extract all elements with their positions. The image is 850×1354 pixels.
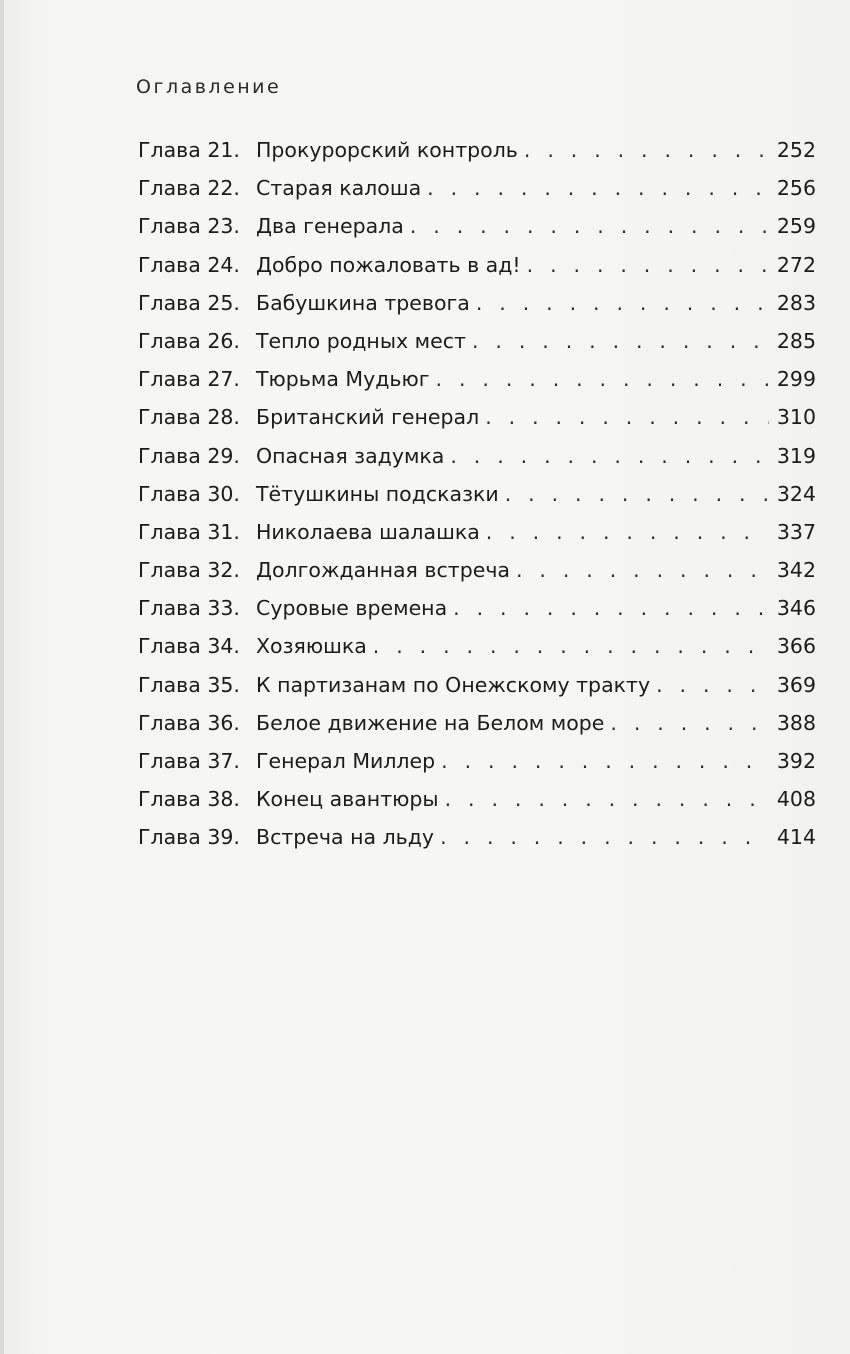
dot-leader: [524, 138, 769, 162]
page-number: 408: [776, 787, 816, 812]
toc-entry: [138, 558, 816, 596]
page-title: Оглавление: [136, 76, 282, 98]
chapter-title: Тюрьма Мудьюг: [256, 367, 430, 392]
chapter-title: Два генерала: [256, 214, 404, 239]
page-number: 285: [776, 328, 816, 353]
chapter-title: Прокурорский контроль: [256, 138, 518, 162]
chapter-title: Николаева шалашка: [256, 519, 480, 544]
page-number: 252: [776, 138, 816, 162]
chapter-number: Глава 30.: [138, 481, 240, 506]
chapter-number: Глава 32.: [138, 558, 240, 583]
chapter-title: Генерал Миллер: [256, 749, 436, 773]
page-number: 388: [776, 710, 816, 735]
page-number: 272: [776, 252, 816, 277]
toc-entry: [138, 138, 816, 176]
chapter-number: Глава 33.: [138, 596, 240, 621]
dot-leader: [441, 749, 769, 773]
page-number: 283: [776, 290, 816, 315]
page-number: 259: [776, 214, 816, 239]
dot-leader: [505, 482, 769, 506]
dot-leader: [610, 711, 768, 735]
dot-leader: [445, 787, 769, 811]
dot-leader: [427, 176, 769, 200]
chapter-title: Хозяюшка: [256, 634, 367, 659]
chapter-title: Суровые времена: [256, 596, 448, 621]
page-number: 369: [776, 672, 816, 697]
dot-leader: [440, 825, 769, 849]
page-number: 299: [776, 367, 816, 392]
page-number: 256: [776, 176, 816, 201]
chapter-number: Глава 21.: [138, 138, 240, 162]
page-number: 392: [776, 749, 816, 773]
page-number: 324: [776, 481, 816, 506]
chapter-number: Глава 23.: [138, 214, 240, 239]
toc-entry: [138, 787, 816, 825]
chapter-title: Старая калоша: [256, 176, 422, 201]
toc-entry: [138, 596, 816, 634]
chapter-title: Встреча на льду: [256, 825, 435, 850]
dot-leader: [485, 405, 769, 429]
chapter-title: Британский генерал: [256, 405, 480, 430]
chapter-number: Глава 35.: [138, 672, 240, 697]
toc-entry: [138, 253, 816, 291]
chapter-title: Добро пожаловать в ад!: [256, 252, 521, 277]
page-edge: [0, 0, 4, 1354]
chapter-number: Глава 38.: [138, 787, 240, 812]
toc-entry: [138, 634, 816, 672]
dot-leader: [436, 367, 769, 391]
toc-entry: [138, 711, 816, 749]
chapter-number: Глава 39.: [138, 825, 240, 850]
dot-leader: [410, 214, 769, 238]
toc-entry: [138, 673, 816, 711]
chapter-number: Глава 37.: [138, 749, 240, 773]
toc-entry: [138, 176, 816, 214]
dot-leader: [516, 558, 769, 582]
dot-leader: [476, 291, 769, 315]
toc-entry: [138, 444, 816, 482]
page-number: 346: [776, 596, 816, 621]
chapter-number: Глава 28.: [138, 405, 240, 430]
toc-entry: [138, 291, 816, 329]
dot-leader: [472, 329, 769, 353]
chapter-number: Глава 36.: [138, 710, 240, 735]
dot-leader: [527, 253, 769, 277]
chapter-title: Конец авантюры: [256, 787, 439, 812]
chapter-number: Глава 26.: [138, 328, 240, 353]
chapter-title: Долгожданная встреча: [256, 558, 510, 583]
chapter-title: К партизанам по Онежскому тракту: [256, 672, 651, 697]
page-number: 366: [776, 634, 816, 659]
dot-leader: [373, 634, 769, 658]
table-of-contents: [138, 138, 816, 864]
toc-entry: [138, 329, 816, 367]
chapter-title: Тепло родных мест: [256, 328, 466, 353]
chapter-number: Глава 27.: [138, 367, 240, 392]
page-number: 342: [776, 558, 816, 583]
chapter-number: Глава 29.: [138, 443, 240, 468]
page-number: 310: [776, 405, 816, 430]
toc-entry: [138, 367, 816, 405]
toc-entry: [138, 482, 816, 520]
chapter-number: Глава 24.: [138, 252, 240, 277]
toc-entry: [138, 749, 816, 787]
chapter-number: Глава 25.: [138, 290, 240, 315]
dot-leader: [450, 444, 768, 468]
dot-leader: [656, 673, 769, 697]
chapter-title: Тётушкины подсказки: [256, 481, 499, 506]
toc-entry: [138, 214, 816, 252]
chapter-number: Глава 22.: [138, 176, 240, 201]
dot-leader: [486, 520, 769, 544]
toc-entry: [138, 825, 816, 863]
chapter-number: Глава 31.: [138, 519, 240, 544]
toc-entry: [138, 405, 816, 443]
page-number: 319: [776, 443, 816, 468]
dot-leader: [453, 596, 769, 620]
page-number: 414: [776, 825, 816, 850]
chapter-number: Глава 34.: [138, 634, 240, 659]
chapter-title: Белое движение на Белом море: [256, 710, 605, 735]
page-number: 337: [776, 519, 816, 544]
chapter-title: Бабушкина тревога: [256, 290, 470, 315]
toc-entry: [138, 520, 816, 558]
chapter-title: Опасная задумка: [256, 443, 445, 468]
